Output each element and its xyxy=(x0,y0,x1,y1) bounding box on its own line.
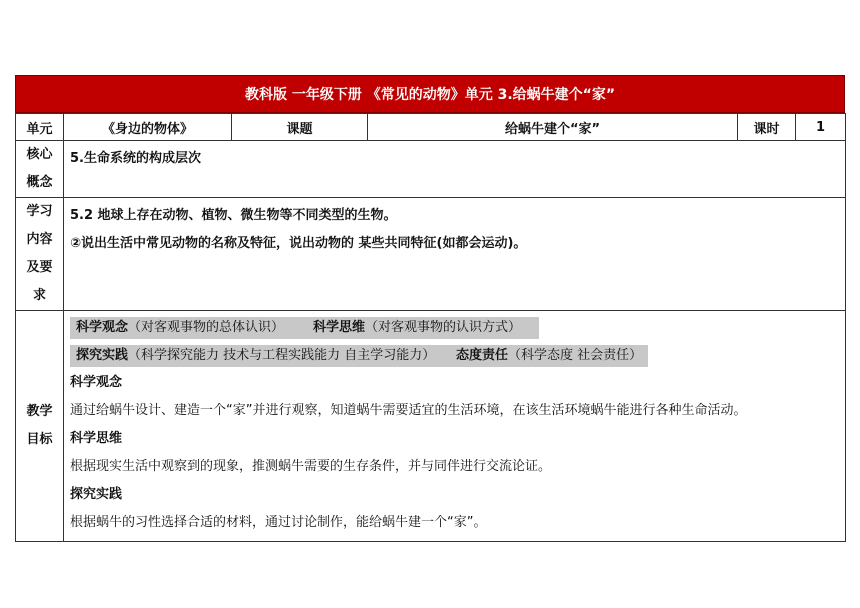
tag-row-1 xyxy=(70,317,839,339)
core-concept-cell xyxy=(64,141,846,198)
learning-label: 学习 内容 及要 求 xyxy=(16,198,64,311)
lesson-table xyxy=(15,113,846,542)
goal-text-practice: 根据蜗牛的习性选择合适的材料，通过讨论制作，能给蜗牛建一个“家”。 xyxy=(70,515,487,530)
goals-label: 教学 目标 xyxy=(16,311,64,542)
learning-cell xyxy=(64,198,846,311)
unit-value: 《身边的物体》 xyxy=(64,114,232,141)
header-row xyxy=(16,114,846,141)
topic-value: 给蜗牛建个“家” xyxy=(368,114,738,141)
goal-text-thinking: 根据现实生活中观察到的现象，推测蜗牛需要的生存条件，并与同伴进行交流论证。 xyxy=(70,459,552,474)
banner-text: 教科版 一年级下册 《常见的动物》单元 3.给蜗牛建个“家” xyxy=(244,87,616,103)
goals-cell xyxy=(64,311,846,542)
lesson-plan xyxy=(15,75,845,542)
tag-row-2 xyxy=(70,345,839,367)
period-label: 课时 xyxy=(738,114,796,141)
topic-label: 课题 xyxy=(232,114,368,141)
learning-line-1: 5.2 地球上存在动物、植物、微生物等不同类型的生物。 xyxy=(70,208,397,223)
goal-title-thinking: 科学思维 xyxy=(70,431,123,446)
tag-box-1: 科学观念（对客观事物的总体认识） 科学思维（对客观事物的认识方式） xyxy=(70,317,539,339)
unit-label: 单元 xyxy=(16,114,64,141)
core-concept-label: 核心 概念 xyxy=(16,141,64,198)
goal-text-concept: 通过给蜗牛设计、建造一个“家”并进行观察，知道蜗牛需要适宜的生活环境，在该生活环境蜗牛能进行各种生命活动。 xyxy=(70,403,747,418)
learning-line-2: ②说出生活中常见动物的名称及特征，说出动物的 某些共同特征(如都会运动)。 xyxy=(70,236,527,251)
goals-row xyxy=(16,311,846,542)
goal-title-concept: 科学观念 xyxy=(70,375,123,390)
goal-title-practice: 探究实践 xyxy=(70,487,123,502)
learning-row xyxy=(16,198,846,311)
tag-box-2: 探究实践（科学探究能力 技术与工程实践能力 自主学习能力） 态度责任（科学态度 社会责任） xyxy=(70,345,648,367)
core-concept-row xyxy=(16,141,846,198)
core-concept-text: 5.生命系统的构成层次 xyxy=(70,151,201,166)
title-banner xyxy=(15,75,845,113)
period-value: 1 xyxy=(796,114,846,141)
